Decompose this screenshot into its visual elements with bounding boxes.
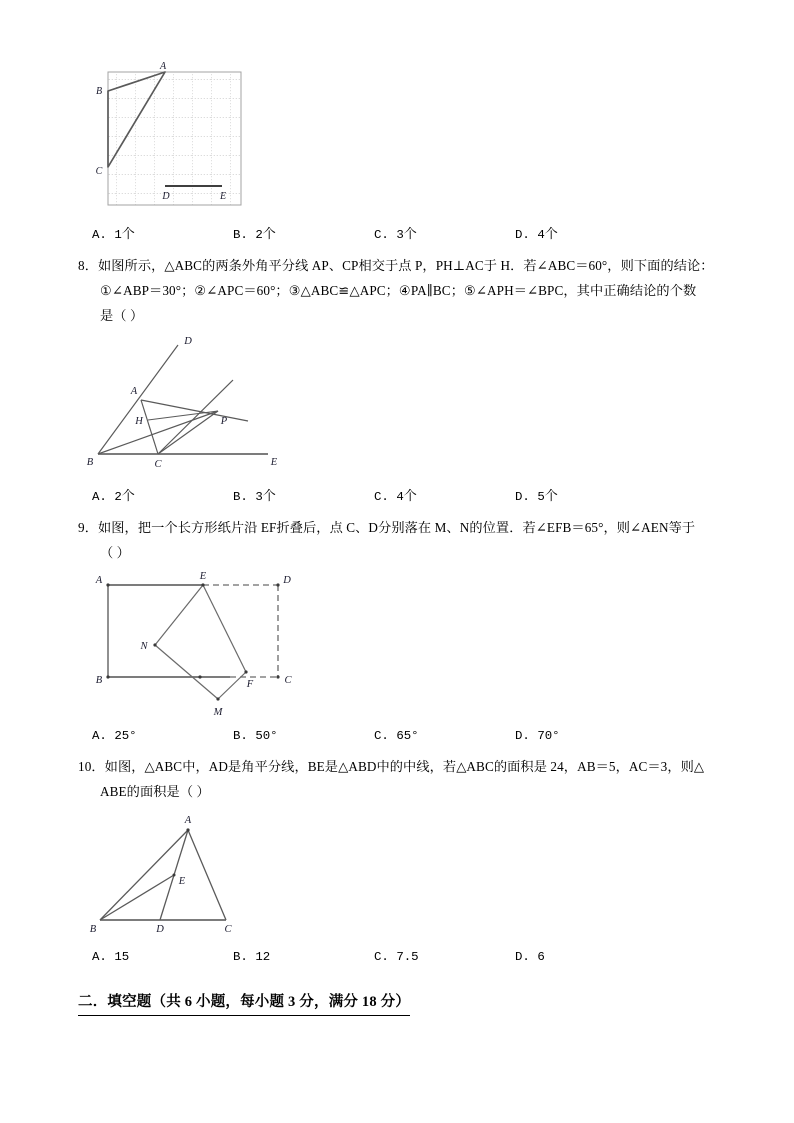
label-M: M (213, 707, 223, 718)
label-C: C (154, 459, 162, 470)
grid-triangle-svg (78, 60, 298, 220)
label-D: D (283, 575, 291, 586)
section-heading-fill-in-blanks: 二．填空题（共 6 小题，每小题 3 分，满分 18 分） (78, 989, 410, 1016)
options-row-q7 (78, 222, 718, 247)
label-P: P (220, 416, 228, 427)
question-10-line-1: 10．如图，△ABC中，AD是角平分线，BE是△ABD中的中线，若△ABC的面积是 24，AB＝5，AC＝3，则△ (78, 759, 705, 774)
label-E: E (219, 191, 227, 202)
label-A: A (159, 61, 167, 72)
option-q9-b[interactable]: B. 50° (233, 729, 278, 743)
label-D: D (156, 924, 164, 935)
label-A: A (95, 575, 103, 586)
option-q7-d[interactable]: D. 4个 (515, 226, 558, 242)
question-9-text (78, 515, 718, 565)
figure-q8-external-angle-bisector (78, 332, 718, 482)
figure-q10-median-bisector-triangle (78, 808, 718, 943)
external-angle-bisector-svg (78, 332, 368, 482)
question-9-line-2: （ ） (100, 545, 130, 560)
question-10-line-2: ABE的面积是（ ） (100, 784, 210, 799)
option-q10-c[interactable]: C. 7.5 (374, 950, 419, 964)
option-q8-a[interactable]: A. 2个 (92, 488, 135, 504)
label-F: F (246, 679, 254, 690)
option-q9-a[interactable]: A. 25° (92, 729, 137, 743)
question-9-line-1: 9．如图，把一个长方形纸片沿 EF折叠后，点 C、D分别落在 M、N的位置．若∠EFB＝65°，则∠AEN等于 (78, 520, 696, 535)
option-q8-d[interactable]: D. 5个 (515, 488, 558, 504)
option-q7-c[interactable]: C. 3个 (374, 226, 417, 242)
label-E: E (178, 876, 186, 887)
figure-q7-grid-triangle (78, 60, 718, 220)
option-q10-d[interactable]: D. 6 (515, 950, 545, 964)
label-A: A (130, 386, 138, 397)
option-q9-c[interactable]: C. 65° (374, 729, 419, 743)
option-q7-a[interactable]: A. 1个 (92, 226, 135, 242)
label-D: D (162, 191, 170, 202)
question-8-text (78, 253, 718, 328)
label-C: C (284, 675, 292, 686)
label-N: N (140, 641, 148, 652)
label-D: D (184, 336, 192, 347)
options-row-q8 (78, 484, 718, 509)
question-8-line-2: ①∠ABP＝30°；②∠APC＝60°；③△ABC≌△APC；④PA∥BC；⑤∠APH＝∠BPC，其中正确结论的个数 (100, 283, 697, 298)
label-E: E (270, 457, 278, 468)
page-content (78, 60, 718, 1016)
option-q9-d[interactable]: D. 70° (515, 729, 560, 743)
label-B: B (89, 924, 97, 935)
label-E: E (199, 571, 207, 582)
options-row-q10 (78, 945, 718, 969)
question-8-line-1: 8．如图所示，△ABC的两条外角平分线 AP、CP相交于点 P，PH⊥AC于 H．若∠ABC＝60°，则下面的结论： (78, 258, 714, 273)
option-q8-c[interactable]: C. 4个 (374, 488, 417, 504)
option-q8-b[interactable]: B. 3个 (233, 488, 276, 504)
option-q10-a[interactable]: A. 15 (92, 950, 130, 964)
label-B: B (95, 86, 103, 97)
question-10-text (78, 754, 718, 804)
label-H: H (135, 416, 143, 427)
option-q7-b[interactable]: B. 2个 (233, 226, 276, 242)
options-row-q9 (78, 724, 718, 748)
label-C: C (95, 166, 103, 177)
option-q10-b[interactable]: B. 12 (233, 950, 271, 964)
label-B: B (86, 457, 94, 468)
label-A: A (184, 815, 192, 826)
label-C: C (224, 924, 232, 935)
question-8-line-3: 是（ ） (100, 308, 144, 323)
median-bisector-triangle-svg (78, 808, 298, 943)
folded-rectangle-svg (78, 567, 378, 722)
label-B: B (95, 675, 103, 686)
figure-q9-folded-rectangle (78, 567, 718, 722)
